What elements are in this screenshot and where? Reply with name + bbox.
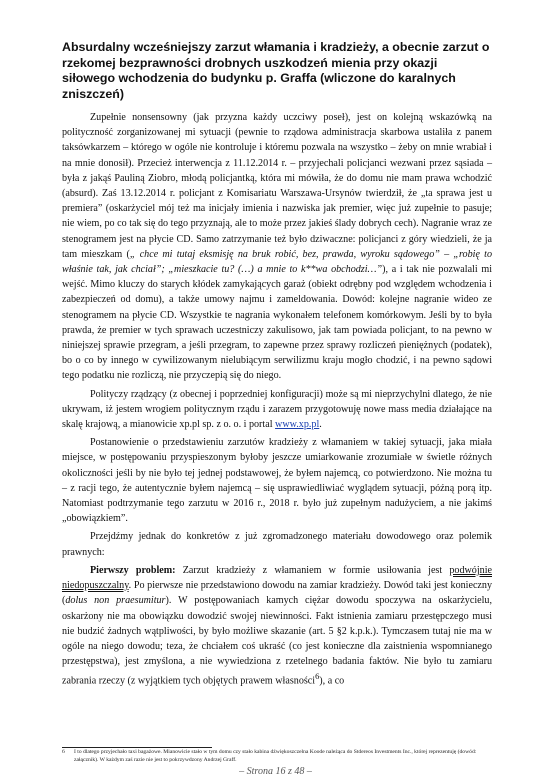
footnote-separator xyxy=(62,747,212,748)
page-number: – Strona 16 z 48 – xyxy=(239,766,312,777)
paragraph-3: Postanowienie o przedstawieniu zarzutów kradzieży z włamaniem w takiej sytuacji, jaka miała miejsce, w postępowaniu przyspieszonym byłoby jeszcze umiarkowanie zrozumiałe w świetle różnych okoliczności jeśli by nie było tej jednej podstawowej, że byłem najemcą, co potwierdzono. Nie można tu – z racji tego, że autentycznie byłem najemcą – się usprawiedliwiać wyglądem sytuacji, późną porą itp. Natomiast podtrzymanie tego zarzutu w 2016 r., 2018 r. było już zupełnym nadużyciem, a nie jakimś „obowiązkiem”. xyxy=(62,437,492,525)
footnote xyxy=(62,749,492,764)
quote-italic: „ chce mi tutaj eksmisję na bruk robić, bez, prawda, wyroku sądowego” – „robię to właśnie tak, jak chciał”; „mieszkacie tu? (…) a mnie to k**wa obchodzi…” xyxy=(62,248,492,276)
problem-label: Pierwszy problem: xyxy=(90,564,176,576)
paragraph-4: Przejdźmy jednak do konkretów z już zgromadzonego materiału dowodowego oraz polemik prawnych: xyxy=(62,531,492,558)
double-underline-text: podwójnie niedopuszczalny xyxy=(62,564,492,592)
paragraph-5: Pierwszy problem: Zarzut kradzieży z włamaniem w formie usiłowania jest podwójnie niedopuszczalny. Po pierwsze nie przedstawiono dowodu na zamiar kradzieży. Dowód taki jest konieczny (dolus non praesumitur). W postępowaniach kamych ciężar dowodu spoczywa na oskarżycielu, oskarżony nie ma obowiązku dowodzić swojej niewinności. Fakt istnienia zamiaru przestępczego musi nie budzić żadnych wątpliwości, by było możliwe skazanie (art. 5 §2 k.p.k.). Tymczasem tutaj nie ma w ogóle na niego dowodu; teza, że chciałem coś ukraść (co jest konieczne dla zaistnienia wspomnianego przestępstwa), jest zmyślona, a nie wywiedziona z rzetelnego badania faktów. Nie było tu zamiaru zabrania rzeczy (z wyjątkiem tych objętych prawem własności$^6$), a co xyxy=(62,564,492,687)
footnote-text: I to dlatego przyjechało taxi bagażowe. Mianowicie stało w tym domu czy stało kabina dźwiękoszczelna Koode należąca do Stdereos Investments Inc., której reprezentuję (dowód: załącznik). W każdym zaś razie nie jest to pokrzywdzony Andrzej Graff. xyxy=(74,749,477,763)
xp-link[interactable]: www.xp.pl xyxy=(275,419,320,431)
footnote-ref: 6 xyxy=(315,672,320,682)
latin-phrase: dolus non praesumitur xyxy=(65,595,166,607)
paragraph-2: Polityczy rządzący (z obecnej i poprzedniej konfiguracji) może są mi nieprzychylni dlatego, że nie ukrywam, iż jestem wrogiem politycznym rządu i zarazem przygotowuję nowe mass media działające na skalę krajową, a mianowicie xp.pl sp. z o. o. i portal www.xp.pl. xyxy=(62,388,492,431)
page-title: Absurdalny wcześniejszy zarzut włamania i kradzieży, a obecnie zarzut o rzekomej bezprawności drobnych uszkodzeń mienia przy okazji siłowego wchodzenia do budynku p. Graffa (wliczone do karalnych zniszczeń) xyxy=(62,40,490,101)
document-body xyxy=(62,110,492,689)
footnote-number: 6 xyxy=(62,749,65,755)
paragraph-1: Zupełnie nonsensowny (jak przyzna każdy uczciwy poseł), jest on kolejną wskazówką na polityczność zorganizowanej mi sytuacji (pewnie to rządowa administracja skarbowa ustaliła z panem taksówkarzem – którego w ogóle nie kontroluje i któremu pozwala na wszystko – żeby on mnie wrabiał i na mnie donosił). Przecież interwencja z 11.12.2014 r. – przyjechali policjanci wezwani przez sąsiada – była z jakąś Pauliną Ziobro, młodą policjantką, która mi mówiła, że do domu nie mam prawa wchodzić (absurd). Zaś 13.12.2014 r. policjant z Komisariatu Warszawa-Ursynów twierdził, że „ta sprawa jest u premiera” (oskarżyciel mój też ma inicjały imienia i nazwiska jak premier, więc już zupełnie to pasuje; nie wiem, po co tak się do tego przyznają, ale to może przez jakieś ślady dobrych cech). Nagranie wraz ze stenogramem jest na płycie CD. Samo zatrzymanie też było dziwaczne: policjanci z góry wiedzieli, że ja tam mieszkam („ chce mi tutaj eksmisję na bruk robić, bez, prawda, wyroku sądowego” – „robię to właśnie tak, jak chciał”; „mieszkacie tu? (…) a mnie to k**wa obchodzi…”), a i tak nie pozwalali mi wejść. Mimo kluczy do starych kłódek zamykających garaż (obiekt odrębny pod względem wchodzenia i zabezpieczeń od domu), a także umowy najmu i zameldowania. Dowód: kolejne nagranie wideo ze stenogramem na płycie CD. Wszystkie te nagrania wykonałem telefonem komórkowym. Jeśli by to była prawda, że premier w tych sprawach uczestniczy zakulisowo, jak tam powiada policjant, to na pewno w niniejszej sprawie przegram, a jeśli przegram, to zapewne przez sprawy rozliczeń pieniężnych (podatek), bo o co by innego w cywilizowanym nielubiącym serwilizmu kraju mogło chodzić, i na pewno sądowi tego podatku nie rozliczą, nie przyczepią się do niego. xyxy=(62,112,492,382)
